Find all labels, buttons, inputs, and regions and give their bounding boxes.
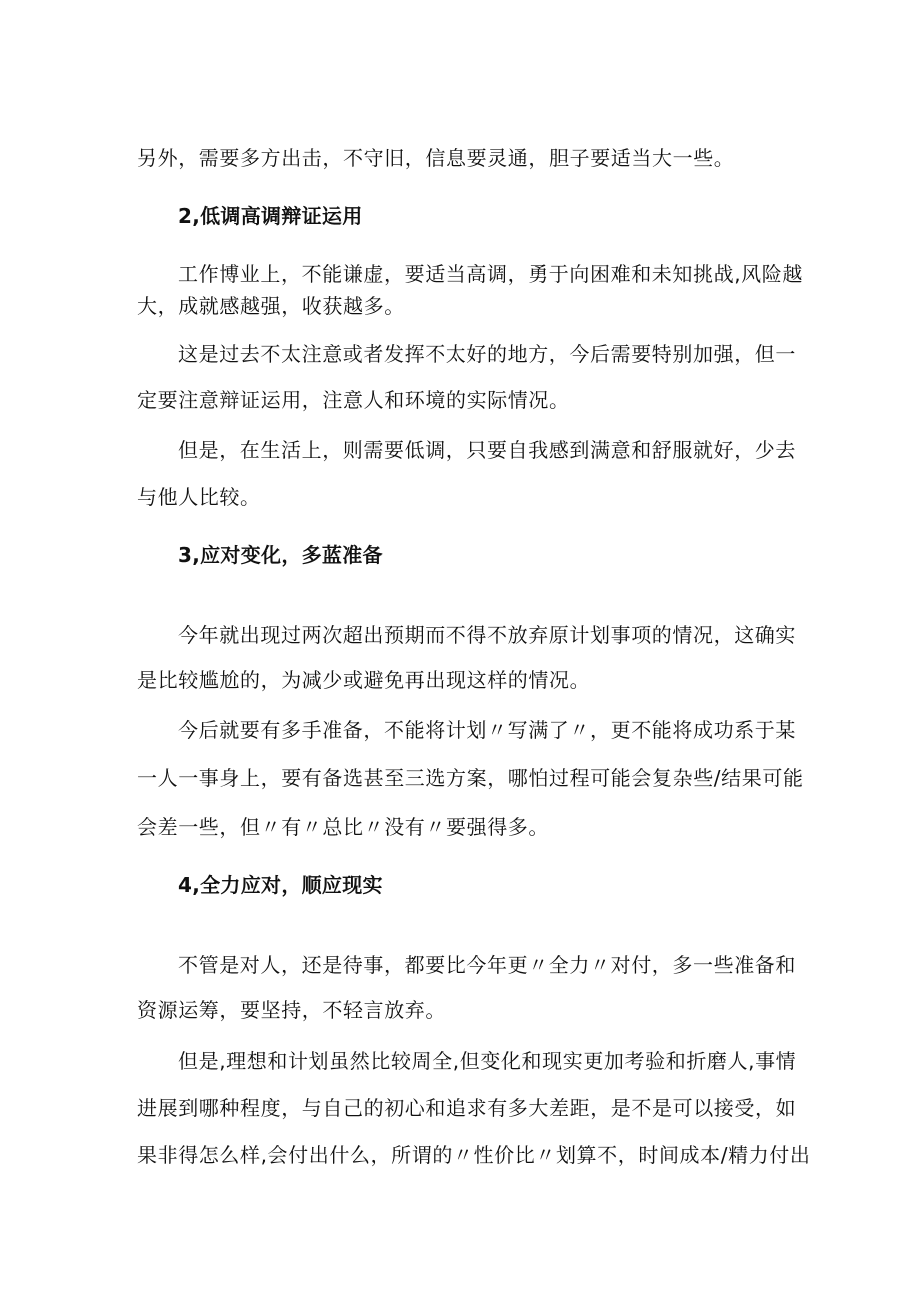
- section-4-p1-line-2: 资源运筹，要坚持，不轻言放弃。: [137, 998, 446, 1022]
- section-2-p1-line-1: 工作博业上，不能谦虚，要适当高调，勇于向困难和未知挑战,风险越: [178, 262, 803, 286]
- section-3-p2-line-2: 一人一事身上，要有备选甚至三选方案，哪怕过程可能会复杂些/结果可能: [137, 766, 804, 790]
- section-3-p1-line-1: 今年就出现过两次超出预期而不得不放弃原计划事项的情况，这确实: [178, 623, 796, 647]
- section-3-p2-line-3: 会差一些，但〃有〃总比〃没有〃要强得多。: [137, 815, 549, 839]
- section-2-p2-line-1: 这是过去不太注意或者发挥不太好的地方，今后需要特别加强，但一: [178, 342, 796, 366]
- section-3-p1-line-2: 是比较尴尬的，为减少或避免再出现这样的情况。: [137, 668, 591, 692]
- section-2-p3-line-2: 与他人比较。: [137, 485, 261, 509]
- section-2-p2-line-2: 定要注意辩证运用，注意人和环境的实际情况。: [137, 388, 570, 412]
- section-2-p3-line-1: 但是，在生活上，则需要低调，只要自我感到满意和舒服就好，少去: [178, 438, 796, 462]
- section-4-heading: 4,全力应对，顺应现实: [178, 873, 383, 897]
- section-4-p1-line-1: 不管是对人，还是待事，都要比今年更〃全力〃对付，多一些准备和: [178, 953, 796, 977]
- section-4-p2-line-1: 但是,理想和计划虽然比较周全,但变化和现实更加考验和折磨人,事情: [178, 1049, 797, 1073]
- section-2-p1-line-2: 大，成就感越强，收获越多。: [137, 294, 405, 318]
- section-4-p2-line-3: 果非得怎么样,会付出什么，所谓的〃性价比〃划算不，时间成本/精力付出: [137, 1143, 811, 1167]
- section-2-heading: 2,低调高调辩证运用: [178, 204, 363, 228]
- intro-line-1: 另外，需要多方出击，不守旧，信息要灵通，胆子要适当大一些。: [137, 146, 735, 170]
- section-4-p2-line-2: 进展到哪种程度，与自己的初心和追求有多大差距，是不是可以接受，如: [137, 1096, 797, 1120]
- section-3-p2-line-1: 今后就要有多手准备，不能将计划〃写满了〃，更不能将成功系于某: [178, 718, 796, 742]
- section-3-heading: 3,应对变化，多蓝准备: [178, 543, 383, 567]
